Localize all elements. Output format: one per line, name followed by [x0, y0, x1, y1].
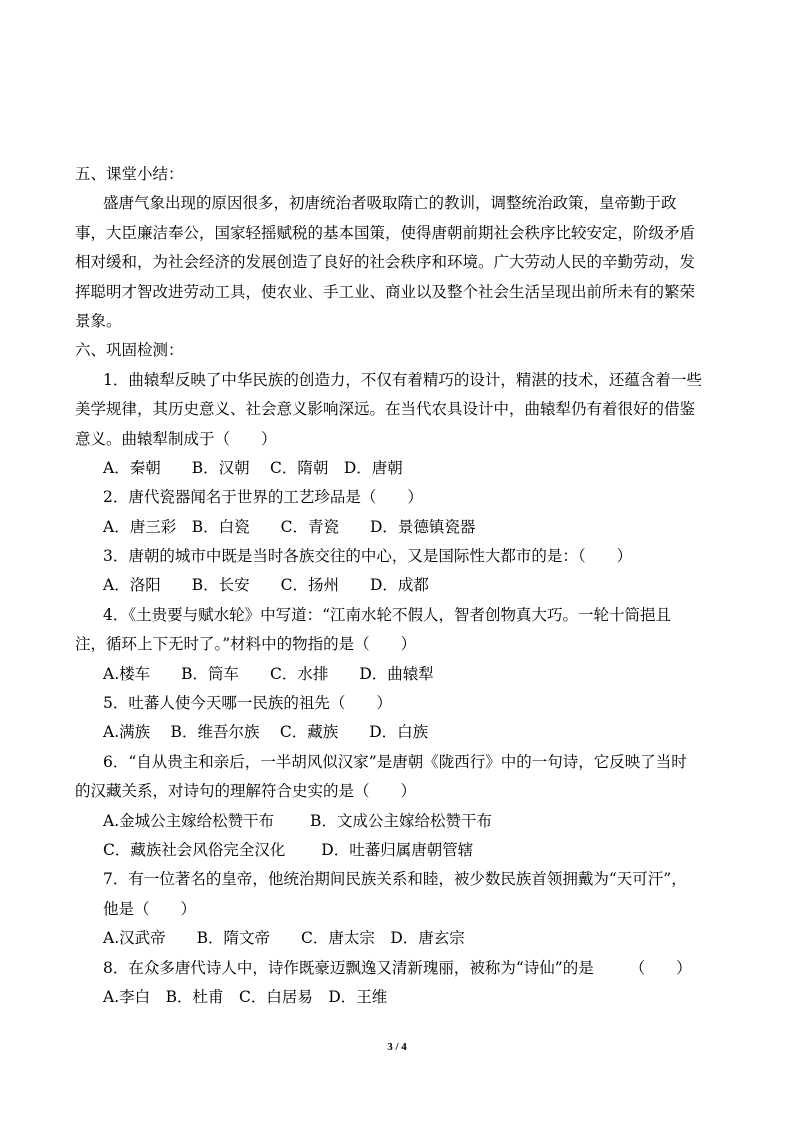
question-7-line: 他是（ ） [103, 899, 197, 918]
question-5-options: A.满族 B．维吾尔族 C．藏族 D．白族 [103, 723, 429, 742]
question-1-line: 1．曲辕犁反映了中华民族的创造力，不仅有着精巧的设计，精湛的技术，还蕴含着一些 [103, 370, 702, 389]
question-4-line: 4．《土贵要与赋水轮》中写道：“江南水轮不假人，智者创物真大巧。一轮十筒挹且 [103, 605, 672, 624]
section-heading-summary: 五、课堂小结： [75, 165, 184, 183]
question-6-line: 的汉藏关系，对诗句的理解符合史实的是（ ） [75, 782, 417, 801]
question-3-line: 3．唐朝的城市中既是当时各族交往的中心，又是国际性大都市的是：（ ） [103, 547, 633, 566]
question-6-options: A.金城公主嫁给松赞干布 B．文成公主嫁给松赞干布 [103, 811, 492, 830]
question-1-line: 美学规律，其历史意义、社会意义影响深远。在当代农具设计中，曲辕犁仍有着很好的借鉴 [75, 400, 696, 419]
summary-paragraph-line: 盛唐气象出现的原因很多，初唐统治者吸取隋亡的教训，调整统治政策，皇帝勤于政 [103, 194, 677, 213]
question-8-options: A.李白 B．杜甫 C．白居易 D．王维 [103, 987, 388, 1006]
summary-paragraph-line: 事，大臣廉洁奉公，国家轻摇赋税的基本国策，使得唐朝前期社会秩序比较安定，阶级矛盾 [75, 223, 696, 242]
summary-paragraph-line: 挥聪明才智改进劳动工具，使农业、手工业、商业以及整个社会生活呈现出前所未有的繁荣 [75, 282, 696, 301]
question-1-line: 意义。曲辕犁制成于（ ） [75, 429, 277, 448]
question-7-options: A.汉武帝 B．隋文帝 C．唐太宗 D．唐玄宗 [103, 929, 465, 948]
question-8-line: 8．在众多唐代诗人中，诗作既豪迈飘逸又清新瑰丽，被称为“诗仙”的是 （ ） [103, 958, 692, 977]
question-6-options: C．藏族社会风俗完全汉化 D．吐蕃归属唐朝管辖 [103, 840, 474, 859]
page-number: 3 / 4 [387, 1041, 407, 1053]
question-5-line: 5．吐蕃人使今天哪一民族的祖先（ ） [103, 694, 392, 713]
question-4-line: 注，循环上下无时了。”材料中的物指的是（ ） [75, 635, 417, 654]
question-7-line: 7．有一位著名的皇帝，他统治期间民族关系和睦，被少数民族首领拥戴为“天可汗”， [103, 870, 687, 889]
summary-paragraph-line: 景象。 [75, 311, 122, 330]
question-2-line: 2．唐代瓷器闻名于世界的工艺珍品是（ ） [103, 488, 423, 507]
question-4-options: A.楼车 B．筒车 C．水排 D．曲辕犁 [103, 664, 434, 683]
document-body [75, 160, 720, 1012]
question-1-options: A．秦朝 B．汉朝 C．隋朝 D．唐朝 [103, 458, 403, 477]
question-3-options: A．洛阳 B．长安 C．扬州 D．成都 [103, 576, 429, 595]
question-6-line: 6．“自从贵主和亲后，一半胡风似汉家”是唐朝《陇西行》中的一句诗，它反映了当时 [103, 752, 687, 771]
section-heading-quiz: 六、巩固检测： [75, 341, 184, 360]
question-2-options: A．唐三彩 B．白瓷 C．青瓷 D．景德镇瓷器 [103, 517, 476, 536]
summary-paragraph-line: 相对缓和，为社会经济的发展创造了良好的社会秩序和环境。广大劳动人民的辛勤劳动，发 [75, 253, 696, 272]
